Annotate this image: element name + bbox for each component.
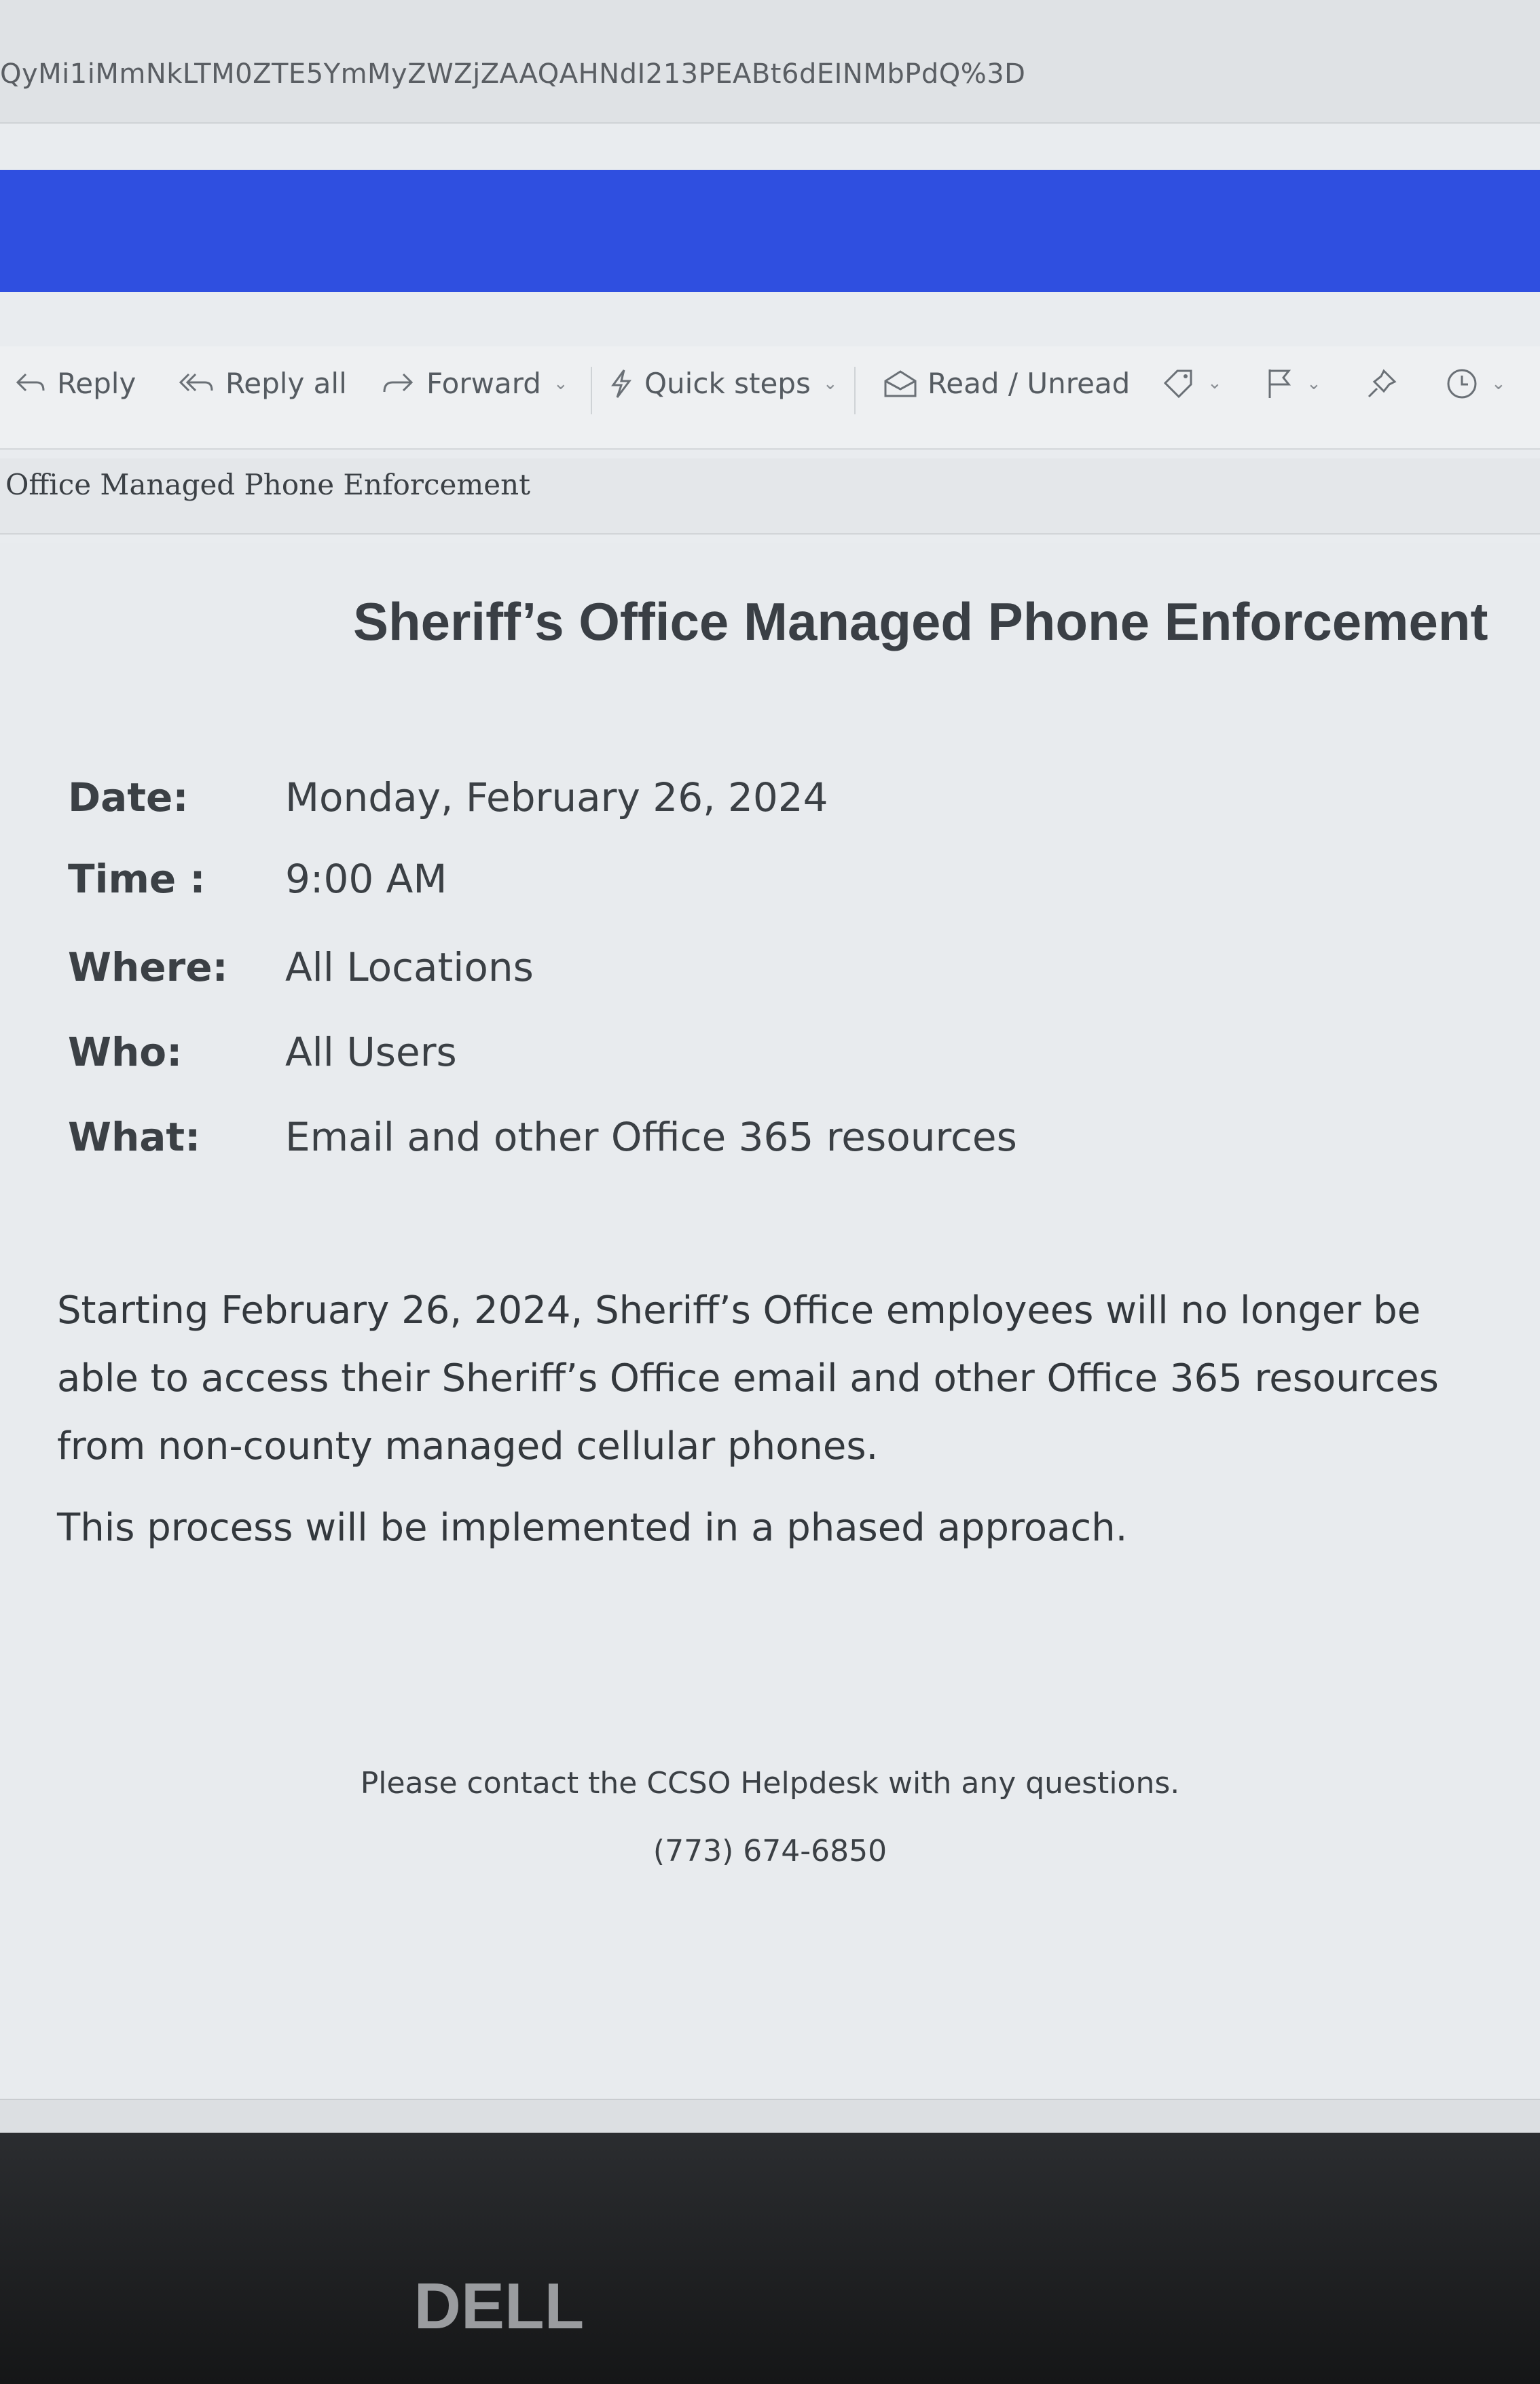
detail-label: What: (68, 1114, 201, 1160)
snooze-button[interactable] (1445, 367, 1506, 401)
flag-button[interactable] (1264, 367, 1321, 401)
forward-button[interactable] (380, 367, 568, 400)
detail-label: Who: (68, 1029, 183, 1075)
monitor-bezel (0, 2133, 1540, 2384)
envelope-open-icon (883, 369, 918, 399)
address-bar[interactable] (0, 0, 1540, 124)
reply-all-label: Reply all (225, 367, 347, 400)
body-paragraph-2: This process will be implemented in a phased approach. (57, 1506, 1128, 1550)
reply-label: Reply (57, 367, 136, 400)
helpdesk-phone: (773) 674-6850 (653, 1834, 887, 1868)
chevron-down-icon[interactable]: ⌄ (1207, 373, 1222, 393)
quick-steps-label: Quick steps (644, 367, 811, 400)
reply-all-button[interactable] (178, 367, 347, 400)
message-headline: Sheriff’s Office Managed Phone Enforcement (353, 592, 1488, 651)
body-paragraph-1: Starting February 26, 2024, Sheriff’s Office employees will no longer be able to access their Sheriff’s Office email and other Office 365 resources from non-county managed cellular phones. (57, 1288, 1439, 1468)
pin-icon (1365, 367, 1399, 401)
detail-label: Date: (68, 774, 189, 820)
read-unread-label: Read / Unread (928, 367, 1131, 400)
toolbar-divider (854, 367, 856, 414)
pin-button[interactable] (1365, 367, 1399, 401)
reply-button[interactable] (14, 367, 136, 400)
helpdesk-contact: Please contact the CCSO Helpdesk with any questions. (360, 1766, 1180, 1801)
chevron-down-icon[interactable]: ⌄ (553, 373, 568, 394)
dell-logo (390, 2269, 608, 2343)
tag-icon (1161, 367, 1195, 399)
message-subject: Office Managed Phone Enforcement (5, 468, 531, 501)
chevron-down-icon[interactable]: ⌄ (1491, 374, 1506, 394)
forward-label: Forward (426, 367, 541, 400)
chevron-down-icon[interactable]: ⌄ (822, 373, 838, 394)
message-subject-bar (0, 458, 1540, 535)
detail-value: All Users (285, 1029, 457, 1075)
detail-value: All Locations (285, 944, 534, 990)
detail-value: Email and other Office 365 resources (285, 1114, 1017, 1160)
detail-label: Where: (68, 944, 228, 990)
detail-value: 9:00 AM (285, 856, 447, 902)
clock-icon (1445, 367, 1479, 401)
url-text: QyMi1iMmNkLTM0ZTE5YmMyZWZjZAAQAHNdI213PEABt6dEINMbPdQ%3D (0, 58, 1026, 90)
quick-steps-button[interactable] (608, 367, 838, 400)
dell-logo-text: DELL (414, 2270, 585, 2343)
app-header-band (0, 170, 1540, 292)
detail-label: Time : (68, 856, 206, 902)
read-unread-button[interactable] (883, 367, 1130, 400)
forward-icon (380, 370, 417, 397)
chevron-down-icon[interactable]: ⌄ (1306, 374, 1321, 394)
tag-button[interactable] (1161, 367, 1222, 399)
toolbar-divider (591, 367, 592, 414)
reply-icon (14, 370, 48, 397)
reply-all-icon (178, 370, 216, 397)
lightning-icon (608, 367, 635, 400)
message-toolbar (0, 346, 1540, 450)
detail-value: Monday, February 26, 2024 (285, 774, 828, 820)
bottom-strip (0, 2099, 1540, 2133)
flag-icon (1264, 367, 1294, 401)
message-body (0, 543, 1540, 2126)
